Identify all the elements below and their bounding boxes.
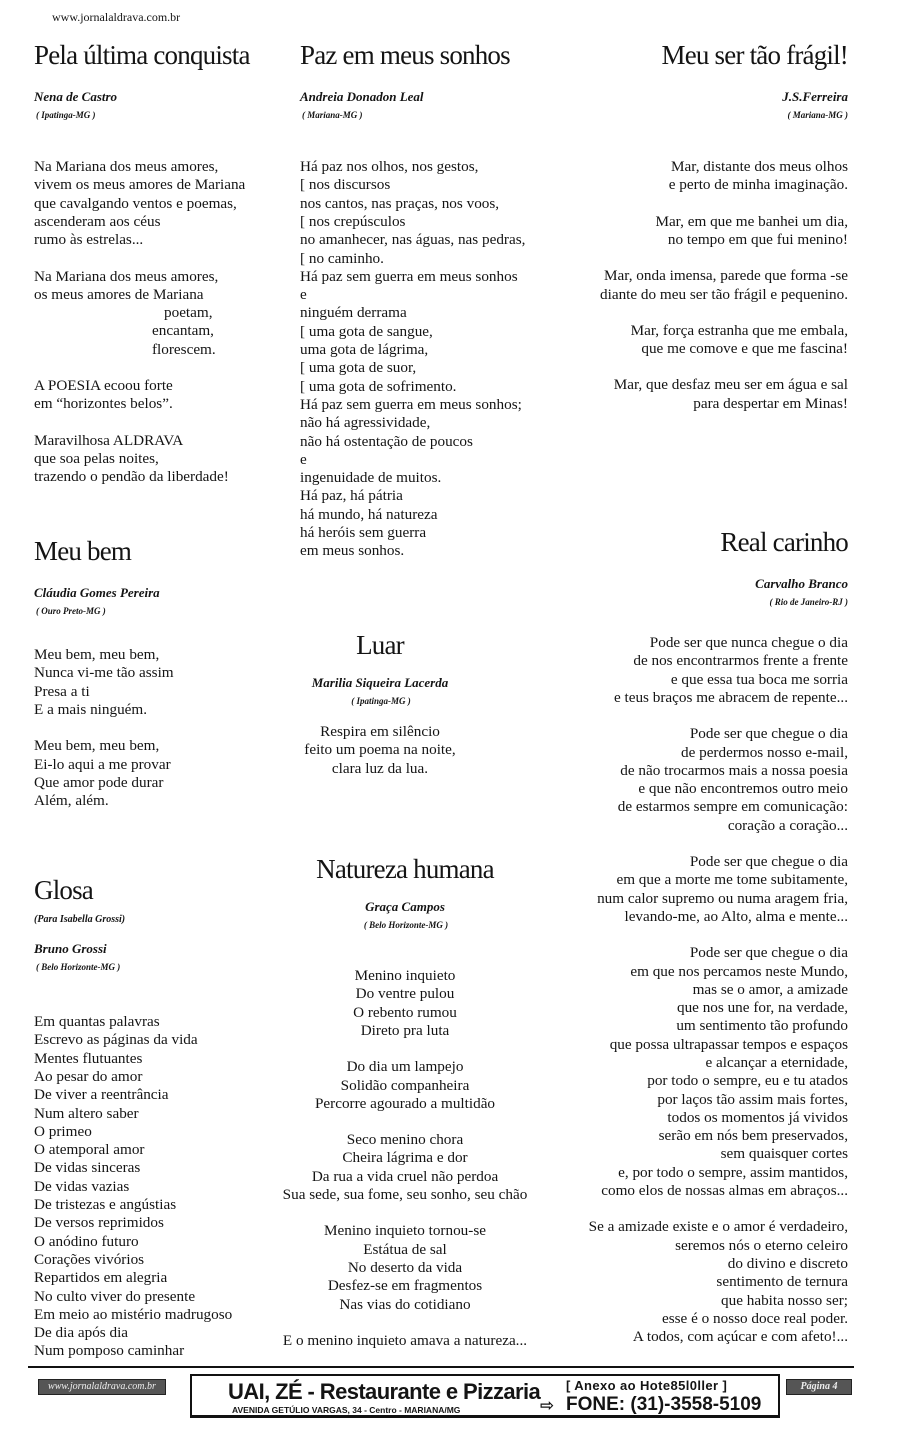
poem-line: que me comove e que me fascina! [641,340,848,358]
poem-location: ( Mariana-MG ) [302,110,363,121]
poem-line: De vidas vazias [34,1177,130,1195]
poem-real-carinho [528,527,848,1346]
poem-author: Graça Campos [365,899,445,915]
poem-line: Meu bem, meu bem, [34,646,160,664]
poem-line: para despertar em Minas! [693,394,848,412]
poem-line: De vidas sinceras [34,1159,141,1177]
restaurant-phone: FONE: (31)-3558-5109 [566,1394,762,1415]
poem-line: e perto de minha imaginação. [668,176,848,194]
footer-rule [28,1366,854,1368]
poem-line: [ uma gota de sangue, [300,322,433,340]
poem-line: que soa pelas noites, [34,449,159,467]
poem-line: De versos reprimidos [34,1214,164,1232]
poem-line: Estátua de sal [363,1240,447,1258]
poem-body [548,158,848,413]
poem-line: O anódino futuro [34,1232,139,1250]
stanza [548,376,848,413]
restaurant-address: AVENIDA GETÚLIO VARGAS, 34 - Centro - MARIANA/MG [232,1405,461,1415]
poem-line: levando-me, ao Alto, alma e mente... [624,907,848,925]
poem-line: A todos, com açúcar e com afeto!... [632,1328,848,1346]
poem-line: Num altero saber [34,1104,139,1122]
poem-author: J.S.Ferreira [782,89,848,105]
poem-line: feito um poema na noite, [304,741,456,759]
poem-line: seremos nós o eterno celeiro [675,1236,848,1254]
site-url: www.jornalaldrava.com.br [52,10,181,24]
poem-line: de não trocarmos mais a nossa poesia [620,761,848,779]
poem-line: ninguém derrama [300,304,407,322]
poem-line: Nas vias do cotidiano [339,1295,471,1313]
poem-body [250,967,560,1350]
poem-line: serão em nós bem preservados, [658,1127,848,1145]
poem-body [34,646,174,810]
poem-line: Na Mariana dos meus amores, [34,267,219,285]
poem-line: Percorre agourado a multidão [314,1094,496,1112]
poem-natureza-humana [250,854,560,1350]
poem-line: em que nos percamos neste Mundo, [630,962,848,980]
poem-author: Marilia Siqueira Lacerda [311,675,449,691]
poem-line: Cheira lágrima e dor [342,1149,468,1167]
poem-line: Direto pra luta [360,1021,450,1039]
poem-line: não há agressividade, [300,414,431,432]
poem-body [34,158,250,486]
poem-line: diante do meu ser tão frágil e pequenino. [600,285,848,303]
poem-line: ingenuidade de muitos. [300,469,442,487]
poem-line: não há ostentação de poucos [300,432,473,450]
poem-location: ( Belo Horizonte-MG ) [36,962,121,973]
poem-line: de perdermos nosso e-mail, [680,743,848,761]
poem-line: Há paz sem guerra em meus sonhos; [300,395,522,413]
poem-line: num calor supremo ou numa aragem fria, [597,889,848,907]
poem-line: do divino e discreto [727,1254,848,1272]
stanza [548,158,848,195]
poem-line: O primeo [34,1122,92,1140]
poem-line: e que essa tua boca me sorria [670,670,848,688]
poem-line: Presa a ti [34,682,90,700]
poem-line: que nos une for, na verdade, [676,999,848,1017]
poem-line: Mar, em que me banhei um dia, [655,212,848,230]
stanza [34,268,250,359]
poem-title: Meu ser tão frágil! [661,40,848,70]
poem-line: há heróis sem guerra [300,523,427,541]
poem-location: ( Rio de Janeiro-RJ ) [769,597,848,608]
stanza [250,1222,560,1313]
poem-line: sem quaisquer cortes [720,1145,848,1163]
poem-line: [ uma gota de suor, [300,359,417,377]
poem-line: vivem os meus amores de Mariana [34,176,246,194]
poem-location: ( Mariana-MG ) [787,110,848,121]
poem-line: Além, além. [34,792,109,810]
poem-line: [ nos crepúsculos [300,212,406,230]
poem-line: que habita nosso ser; [721,1291,848,1309]
poem-line: Desfez-se em fragmentos [327,1277,483,1295]
poem-line: sentimento de ternura [716,1273,848,1291]
poem-line: Seco menino chora [346,1131,464,1149]
poem-line: coração a coração... [727,816,848,834]
poem-line: Respira em silêncio [320,723,440,741]
poem-line: e que não encontremos outro meio [638,780,848,798]
restaurant-annex: [ Anexo ao Hote85l0ller ] [566,1378,728,1393]
poem-title: Natureza humana [316,854,494,884]
poem-line: No culto viver do presente [34,1287,196,1305]
poem-line: E o menino inquieto amava a natureza... [282,1331,528,1349]
poem-line: Há paz, há pátria [300,487,403,505]
stanza [34,432,250,487]
poem-line: mas se o amor, a amizade [692,980,848,998]
poem-line: Do dia um lampejo [346,1058,464,1076]
stanza [528,944,848,1200]
poem-line: Mar, força estranha que me embala, [630,321,848,339]
poem-location: ( Ipatinga-MG ) [36,110,96,121]
poem-line: uma gota de lágrima, [300,341,429,359]
poem-line: Mar, onda imensa, parede que forma -se [604,267,848,285]
poem-line: Na Mariana dos meus amores, [34,158,219,176]
footer [28,1374,854,1418]
footer-site-url[interactable]: www.jornalaldrava.com.br [38,1379,166,1395]
stanza [34,646,174,719]
poem-line: poetam, [164,304,213,322]
stanza [250,1058,560,1113]
poem-line: e [300,450,307,468]
poem-author: Bruno Grossi [34,941,107,957]
poem-line: de nos encontrarmos frente a frente [633,652,848,670]
poem-line: Ei-lo aqui a me provar [34,755,171,773]
poem-line: Há paz sem guerra em meus sonhos [300,267,518,285]
stanza [528,634,848,707]
stanza [250,1131,560,1204]
stanza [250,1332,560,1350]
poem-line: Em quantas palavras [34,1013,160,1031]
poem-line: por laços tão assim mais fortes, [657,1090,848,1108]
poem-line: por todo o sempre, eu e tu atados [647,1072,848,1090]
poem-title: Glosa [34,875,93,905]
poem-line: Ao pesar do amor [34,1067,143,1085]
poem-line: Há paz nos olhos, nos gestos, [300,158,479,176]
stanza [250,967,560,1040]
poem-dedication: (Para Isabella Grossi) [34,914,126,926]
poem-line: Mar, distante dos meus olhos [671,158,848,176]
poem-line: Meu bem, meu bem, [34,737,160,755]
poem-title: Real carinho [720,527,848,557]
poem-line: trazendo o pendão da liberdade! [34,468,229,486]
poem-line: ascenderam aos céus [34,212,161,230]
poem-line: Pode ser que nunca chegue o dia [649,634,848,652]
poem-line: florescem. [152,340,216,358]
stanza [34,377,250,414]
poem-paz-em-meus-sonhos [300,40,525,561]
poem-line: todos os momentos já vividos [667,1108,848,1126]
poem-line: De tristezas e angústias [34,1196,177,1214]
poem-line: rumo às estrelas... [34,231,144,249]
poem-line: [ nos discursos [300,176,391,194]
poem-title: Meu bem [34,536,132,566]
stanza [548,322,848,359]
poem-line: Pode ser que chegue o dia [689,725,848,743]
poem-line: e teus braços me abracem de repente... [613,688,848,706]
poem-title: Pela última conquista [34,40,250,70]
poem-line: e, por todo o sempre, assim mantidos, [618,1163,848,1181]
poem-body [528,634,848,1346]
poem-body [34,1013,232,1361]
poem-line: Se a amizade existe e o amor é verdadeiro, [588,1218,848,1236]
stanza [528,725,848,835]
poem-line: O rebento rumou [353,1003,457,1021]
poem-line: Que amor pode durar [34,773,164,791]
poem-pela-ultima-conquista [34,40,250,487]
poem-line: os meus amores de Mariana [34,285,204,303]
poem-line: Repartidos em alegria [34,1269,168,1287]
poem-line: esse é o nosso doce real poder. [662,1309,848,1327]
poem-line: A POESIA ecoou forte [34,377,173,395]
stanza [548,213,848,250]
stanza [34,737,174,810]
poem-line: e [300,286,307,304]
poem-location: ( Belo Horizonte-MG ) [363,920,449,931]
poem-line: Nunca vi-me tão assim [34,664,174,682]
poem-line: Da rua a vida cruel não perdoa [311,1167,499,1185]
poem-title: Luar [356,630,404,660]
poem-line: como elos de nossas almas em abraços... [601,1182,848,1200]
poem-line: Mentes flutuantes [34,1049,143,1067]
poem-line: Num pomposo caminhar [34,1342,185,1360]
poem-line: que cavalgando ventos e poemas, [34,194,237,212]
poem-line: encantam, [152,322,214,340]
stanza [34,158,250,249]
poem-line: que possa ultrapassar tempos e espaços [609,1035,848,1053]
poem-line: há mundo, há natureza [300,505,438,523]
poem-author: Andreia Donadon Leal [300,89,424,105]
poem-line: Escrevo as páginas da vida [34,1031,198,1049]
poem-line: de estarmos sempre em comunicação: [617,798,848,816]
poem-line: [ uma gota de sofrimento. [300,377,457,395]
poem-line: Pode ser que chegue o dia [689,853,848,871]
restaurant-name: UAI, ZÉ - Restaurante e Pizzaria [228,1379,541,1404]
poem-line: Mar, que desfaz meu ser em água e sal [613,376,848,394]
poem-line: Solidão companheira [340,1076,470,1094]
poem-line: Pode ser que chegue o dia [689,944,848,962]
page-number-badge: Página 4 [786,1379,852,1395]
poem-line: em que a morte me tome subitamente, [616,871,848,889]
poem-title: Paz em meus sonhos [300,40,510,70]
poem-line: Corações vivórios [34,1250,145,1268]
poem-body [270,723,490,778]
poem-line: Sua sede, sua fome, seu sonho, seu chão [282,1186,528,1204]
poem-line: no amanhecer, nas águas, nas pedras, [300,231,526,249]
stanza [548,267,848,304]
poem-glosa [34,875,232,1361]
poem-line: De dia após dia [34,1324,129,1342]
poem-line: clara luz da lua. [331,759,429,777]
poem-meu-ser-tao-fragil [548,40,848,413]
poem-line: um sentimento tão profundo [676,1017,848,1035]
poem-line: em meus sonhos. [300,542,405,560]
arrow-right-icon: ⇨ [540,1396,555,1415]
poem-line: Do ventre pulou [355,985,455,1003]
poem-author: Nena de Castro [34,89,118,105]
poem-line: Menino inquieto [354,967,456,985]
stanza [528,1218,848,1346]
poem-author: Cláudia Gomes Pereira [34,585,160,601]
poem-line: Em meio ao mistério madrugoso [34,1305,233,1323]
poem-location: ( Ouro Preto-MG ) [36,606,106,617]
poem-body [300,158,525,561]
poem-line: O atemporal amor [34,1141,145,1159]
poem-line: De viver a reentrância [34,1086,169,1104]
poem-line: Menino inquieto tornou-se [324,1222,486,1240]
restaurant-ad [190,1374,780,1418]
poem-line: No deserto da vida [347,1258,463,1276]
poem-line: no tempo em que fui menino! [667,230,848,248]
stanza [528,853,848,926]
poem-author: Carvalho Branco [755,576,848,592]
poem-line: [ no caminho. [300,249,384,267]
poem-line: e alcançar a eternidade, [705,1053,848,1071]
poem-line: nos cantos, nas praças, nos voos, [300,194,500,212]
poem-line: Maravilhosa ALDRAVA [34,431,184,449]
poem-line: E a mais ninguém. [34,700,148,718]
poem-location: ( Ipatinga-MG ) [351,696,411,707]
poem-luar [270,630,490,778]
poem-meu-bem [34,536,174,810]
poem-line: em “horizontes belos”. [34,395,173,413]
